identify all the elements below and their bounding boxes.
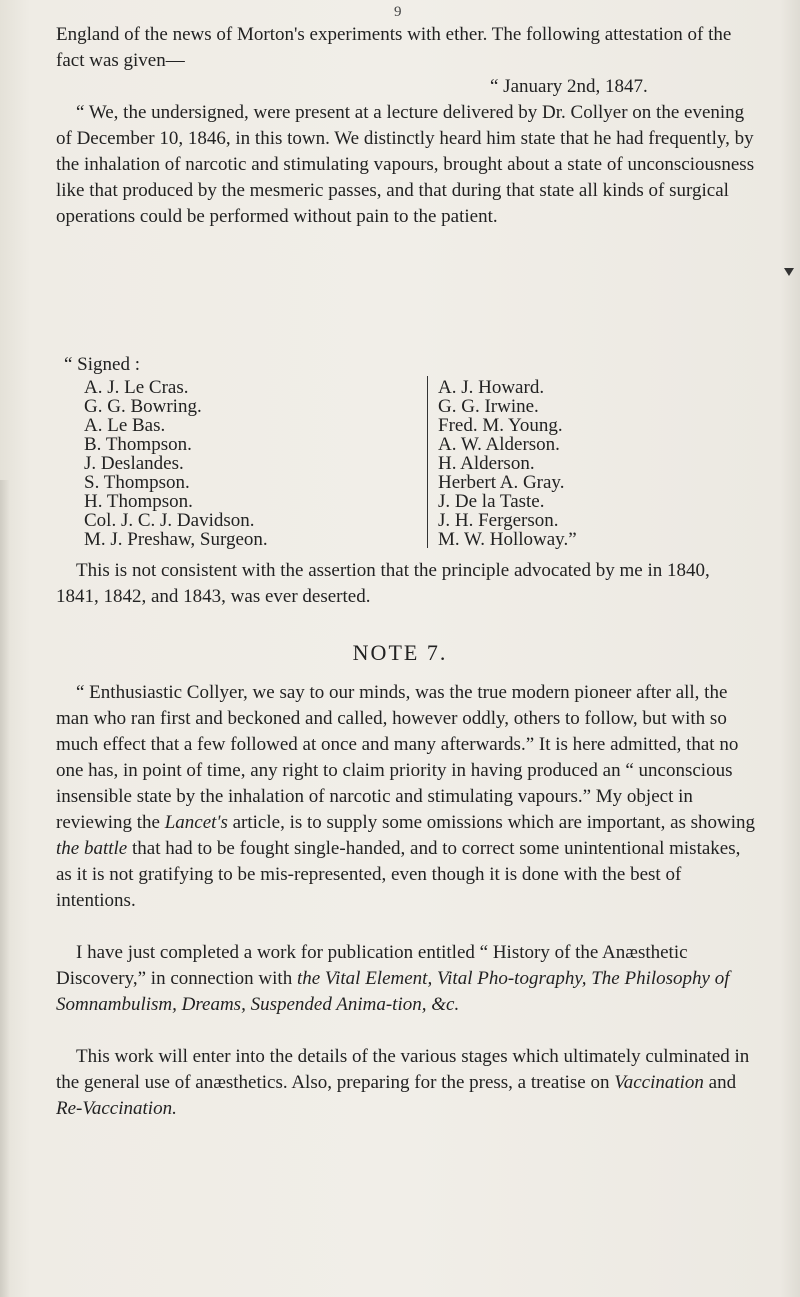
signatory-name: M. J. Preshaw, Surgeon. (84, 529, 268, 550)
work-text: This work will enter into the details of the various stages which ultimately culminated in the general use of anæsthetics. Also, preparing for the press, a treatise on (56, 1046, 750, 1093)
signatory-name: Herbert A. Gray. (438, 472, 565, 493)
note-heading: NOTE 7. (352, 640, 448, 665)
date-line: “ January 2nd, 1847. (490, 76, 648, 97)
paragraph-history (56, 940, 756, 1018)
signatory-name: Fred. M. Young. (438, 415, 563, 436)
signatory-name: A. Le Bas. (84, 415, 166, 436)
signatory-name: H. Thompson. (84, 491, 193, 512)
paragraph-attestation: “ We, the undersigned, were present at a lecture delivered by Dr. Collyer on the evening of December 10, 1846, in this town. We distinctly heard him state that he had frequently, by the inhalation of narcotic and stimulating vapours, brought about a state of unconsciousness like that produced by the mesmeric passes, and that during that state all kinds of surgical operations could be performed without pain to the patient. (56, 102, 755, 227)
work-italic-revaccination: Re-Vaccination. (56, 1098, 177, 1119)
paragraph-note (56, 680, 756, 914)
margin-mark-icon (784, 268, 794, 276)
signatory-name: B. Thompson. (84, 434, 192, 455)
signatory-name: J. Deslandes. (84, 453, 184, 474)
note-italic-battle: the battle (56, 838, 128, 859)
paragraph-work (56, 1044, 756, 1122)
note-italic-lancet: Lancet's (164, 812, 228, 833)
signatory-name: M. W. Holloway.” (438, 529, 577, 550)
page-number: 9 (394, 4, 402, 20)
page-gutter-shadow (0, 480, 10, 1297)
history-text: I have just completed a work for publication entitled “ History of the Anæsthetic Discovery,” in connection with (56, 942, 688, 989)
signatories-left-column (84, 378, 268, 549)
signatory-name: Col. J. C. J. Davidson. (84, 510, 255, 531)
signatory-name: J. H. Fergerson. (438, 510, 559, 531)
note-text-part-2: article, is to supply some omissions which are important, as showing (232, 812, 756, 833)
work-italic-vaccination: Vaccination (614, 1072, 704, 1093)
signed-label: “ Signed : (64, 354, 140, 375)
signatory-name: A. J. Howard. (438, 377, 545, 398)
column-divider (427, 376, 428, 548)
signatory-name: A. J. Le Cras. (84, 377, 189, 398)
paragraph-intro: England of the news of Morton's experiments with ether. The following attestation of the fact was given— (56, 24, 732, 71)
signatory-name: H. Alderson. (438, 453, 535, 474)
signatory-name: G. G. Bowring. (84, 396, 202, 417)
history-italic-titles: the Vital Element, Vital Pho-tography, The Philosophy of Somnambulism, Dreams, Suspended Anima-tion, &c. (56, 968, 730, 1015)
note-text-part-3: that had to be fought single-handed, and to correct some unintentional mistakes, as it is not gratifying to be mis-represented, even though it is done with the best of intentions. (56, 838, 741, 911)
signatory-name: A. W. Alderson. (438, 434, 560, 455)
signatories-right-column (438, 378, 577, 549)
signatory-name: J. De la Taste. (438, 491, 545, 512)
paragraph-assertion: This is not consistent with the assertion that the principle advocated by me in 1840, 1841, 1842, and 1843, was ever deserted. (56, 560, 710, 607)
work-and: and (708, 1072, 737, 1093)
signatory-name: G. G. Irwine. (438, 396, 539, 417)
note-text-part-1: “ Enthusiastic Collyer, we say to our minds, was the true modern pioneer after all, the man who ran first and beckoned and called, however oddly, others to follow, but with so much effect that a few followed at once and many afterwards.” It is here admitted, that no one has, in point of time, any right to claim priority in having produced an “ unconscious insensible state by the inhalation of narcotic and stimulating vapours.” My object in reviewing the (56, 682, 739, 833)
signatory-name: S. Thompson. (84, 472, 190, 493)
